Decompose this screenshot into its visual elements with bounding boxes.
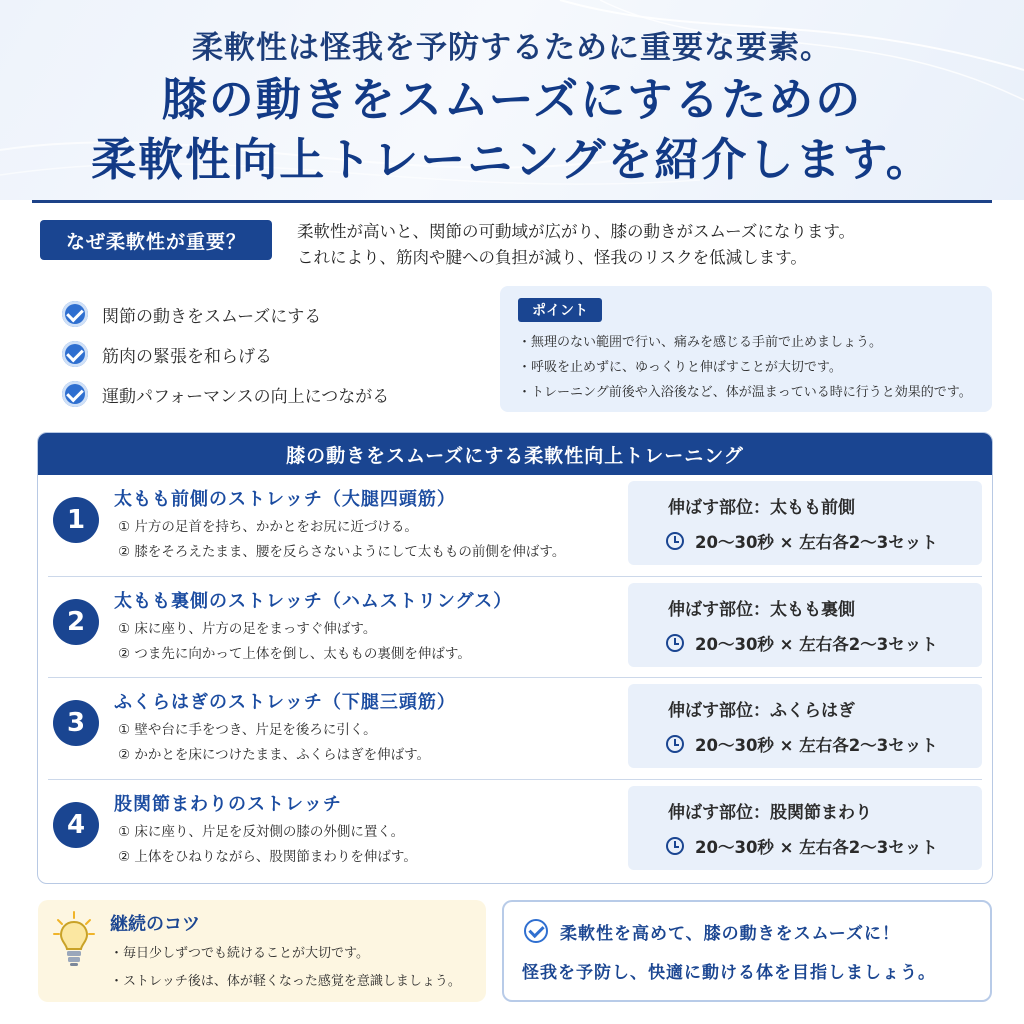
exercise-target-part: 伸ばす部位：ふくらはぎ: [668, 701, 855, 721]
exercise-title: ふくらはぎのストレッチ（下腿三頭筋）: [114, 692, 456, 713]
closing-message-box: [502, 900, 992, 1002]
why-description: [297, 219, 997, 271]
exercise-step: ① 床に座り、片方の足をまっすぐ伸ばす。: [118, 620, 377, 637]
exercise-steps: [118, 718, 430, 768]
exercise-duration: [666, 732, 938, 756]
exercise-step: ② 膝をそろえたまま、腰を反らさないようにして太ももの前側を伸ばす。: [118, 544, 566, 560]
exercise-duration-text: 20〜30秒 × 左右各2〜3セット: [695, 736, 938, 755]
check-circle-icon: [62, 301, 88, 327]
point-item: ・トレーニング前後や入浴後など、体が温まっている時に行うと効果的です。: [518, 385, 972, 400]
page-title-line1: 膝の動きをスムーズにするための: [161, 73, 863, 126]
exercise-number: 4: [53, 802, 99, 848]
exercise-info-box: [628, 786, 982, 870]
exercise-info-box: [628, 481, 982, 565]
exercise-number: 2: [53, 599, 99, 645]
exercise-step: ② かかとを床につけたまま、ふくらはぎを伸ばす。: [118, 747, 431, 763]
benefit-label: 運動パフォーマンスの向上につながる: [102, 386, 390, 407]
clock-icon: [666, 532, 684, 550]
tips-list: [110, 940, 461, 996]
clock-icon: [666, 837, 684, 855]
exercise-step: ① 床に座り、片足を反対側の膝の外側に置く。: [118, 823, 405, 840]
exercise-step: ① 壁や台に手をつき、片足を後ろに引く。: [118, 722, 377, 738]
lightbulb-icon: [52, 910, 96, 972]
exercise-steps: [118, 515, 565, 565]
exercise-target-part: 伸ばす部位：太もも前側: [668, 498, 855, 518]
exercise-steps: [118, 820, 417, 870]
page-title-line2: 柔軟性向上トレーニングを紹介します。: [91, 133, 933, 186]
exercise-title: 股関節まわりのストレッチ: [114, 793, 342, 815]
benefit-item: [62, 374, 389, 414]
benefit-label: 関節の動きをスムーズにする: [102, 306, 322, 327]
clock-icon: [666, 634, 684, 652]
exercise-row: [48, 780, 982, 882]
check-circle-outline-icon: [524, 919, 548, 943]
exercise-row: [48, 475, 982, 577]
clock-icon: [666, 735, 684, 753]
tips-title: 継続のコツ: [110, 914, 200, 935]
exercise-row: [48, 678, 982, 780]
point-label: ポイント: [518, 298, 602, 322]
training-panel: [37, 432, 993, 884]
exercise-duration: [666, 631, 938, 655]
benefit-item: [62, 294, 389, 334]
why-line2: これにより、筋肉や腱への負担が減り、怪我のリスクを低減します。: [297, 248, 807, 267]
benefit-label: 筋肉の緊張を和らげる: [102, 346, 272, 367]
hero-banner: [0, 0, 1024, 200]
closing-line1: 柔軟性を高めて、膝の動きをスムーズに！: [560, 924, 900, 944]
page-subtitle: 柔軟性は怪我を予防するために重要な要素。: [192, 30, 832, 66]
exercise-title: 太もも前側のストレッチ（大腿四頭筋）: [114, 489, 456, 510]
exercise-step: ② つま先に向かって上体を倒し、太ももの裏側を伸ばす。: [118, 645, 471, 662]
exercise-duration-text: 20〜30秒 × 左右各2〜3セット: [695, 837, 938, 857]
exercise-info-box: [628, 684, 982, 768]
benefit-item: [62, 334, 389, 374]
exercise-duration: [666, 834, 938, 858]
closing-line2: 怪我を予防し、快適に動ける体を目指しましょう。: [522, 963, 936, 983]
point-list: [518, 330, 972, 405]
exercise-number: 3: [53, 700, 99, 746]
page-title: [0, 70, 1024, 190]
exercise-steps: [118, 617, 471, 667]
check-circle-icon: [62, 381, 88, 407]
tips-item: ・ストレッチ後は、体が軽くなった感覚を意識しましょう。: [110, 974, 461, 989]
exercise-duration-text: 20〜30秒 × 左右各2〜3セット: [695, 533, 938, 552]
exercise-row: [48, 577, 982, 679]
point-item: ・無理のない範囲で行い、痛みを感じる手前で止めましょう。: [518, 335, 883, 350]
why-line1: 柔軟性が高いと、関節の可動域が広がり、膝の動きがスムーズになります。: [297, 222, 856, 241]
tips-box: [38, 900, 486, 1002]
training-header: 膝の動きをスムーズにする柔軟性向上トレーニング: [38, 433, 992, 475]
exercise-info-box: [628, 583, 982, 667]
exercise-title: 太もも裏側のストレッチ（ハムストリングス）: [114, 590, 513, 612]
exercise-duration: [666, 529, 938, 553]
exercise-number: 1: [53, 497, 99, 543]
header-divider: [32, 200, 992, 203]
point-item: ・呼吸を止めずに、ゆっくりと伸ばすことが大切です。: [518, 360, 842, 375]
point-box: [500, 286, 992, 412]
tips-item: ・毎日少しずつでも続けることが大切です。: [110, 946, 369, 961]
exercise-target-part: 伸ばす部位：太もも裏側: [668, 599, 855, 620]
exercise-step: ② 上体をひねりながら、股関節まわりを伸ばす。: [118, 848, 417, 865]
benefit-list: [62, 294, 389, 414]
exercise-duration-text: 20〜30秒 × 左右各2〜3セット: [695, 634, 938, 654]
check-circle-icon: [62, 341, 88, 367]
exercise-step: ① 片方の足首を持ち、かかとをお尻に近づける。: [118, 519, 418, 535]
why-badge: なぜ柔軟性が重要？: [40, 220, 272, 260]
exercise-target-part: 伸ばす部位：股関節まわり: [668, 802, 872, 823]
